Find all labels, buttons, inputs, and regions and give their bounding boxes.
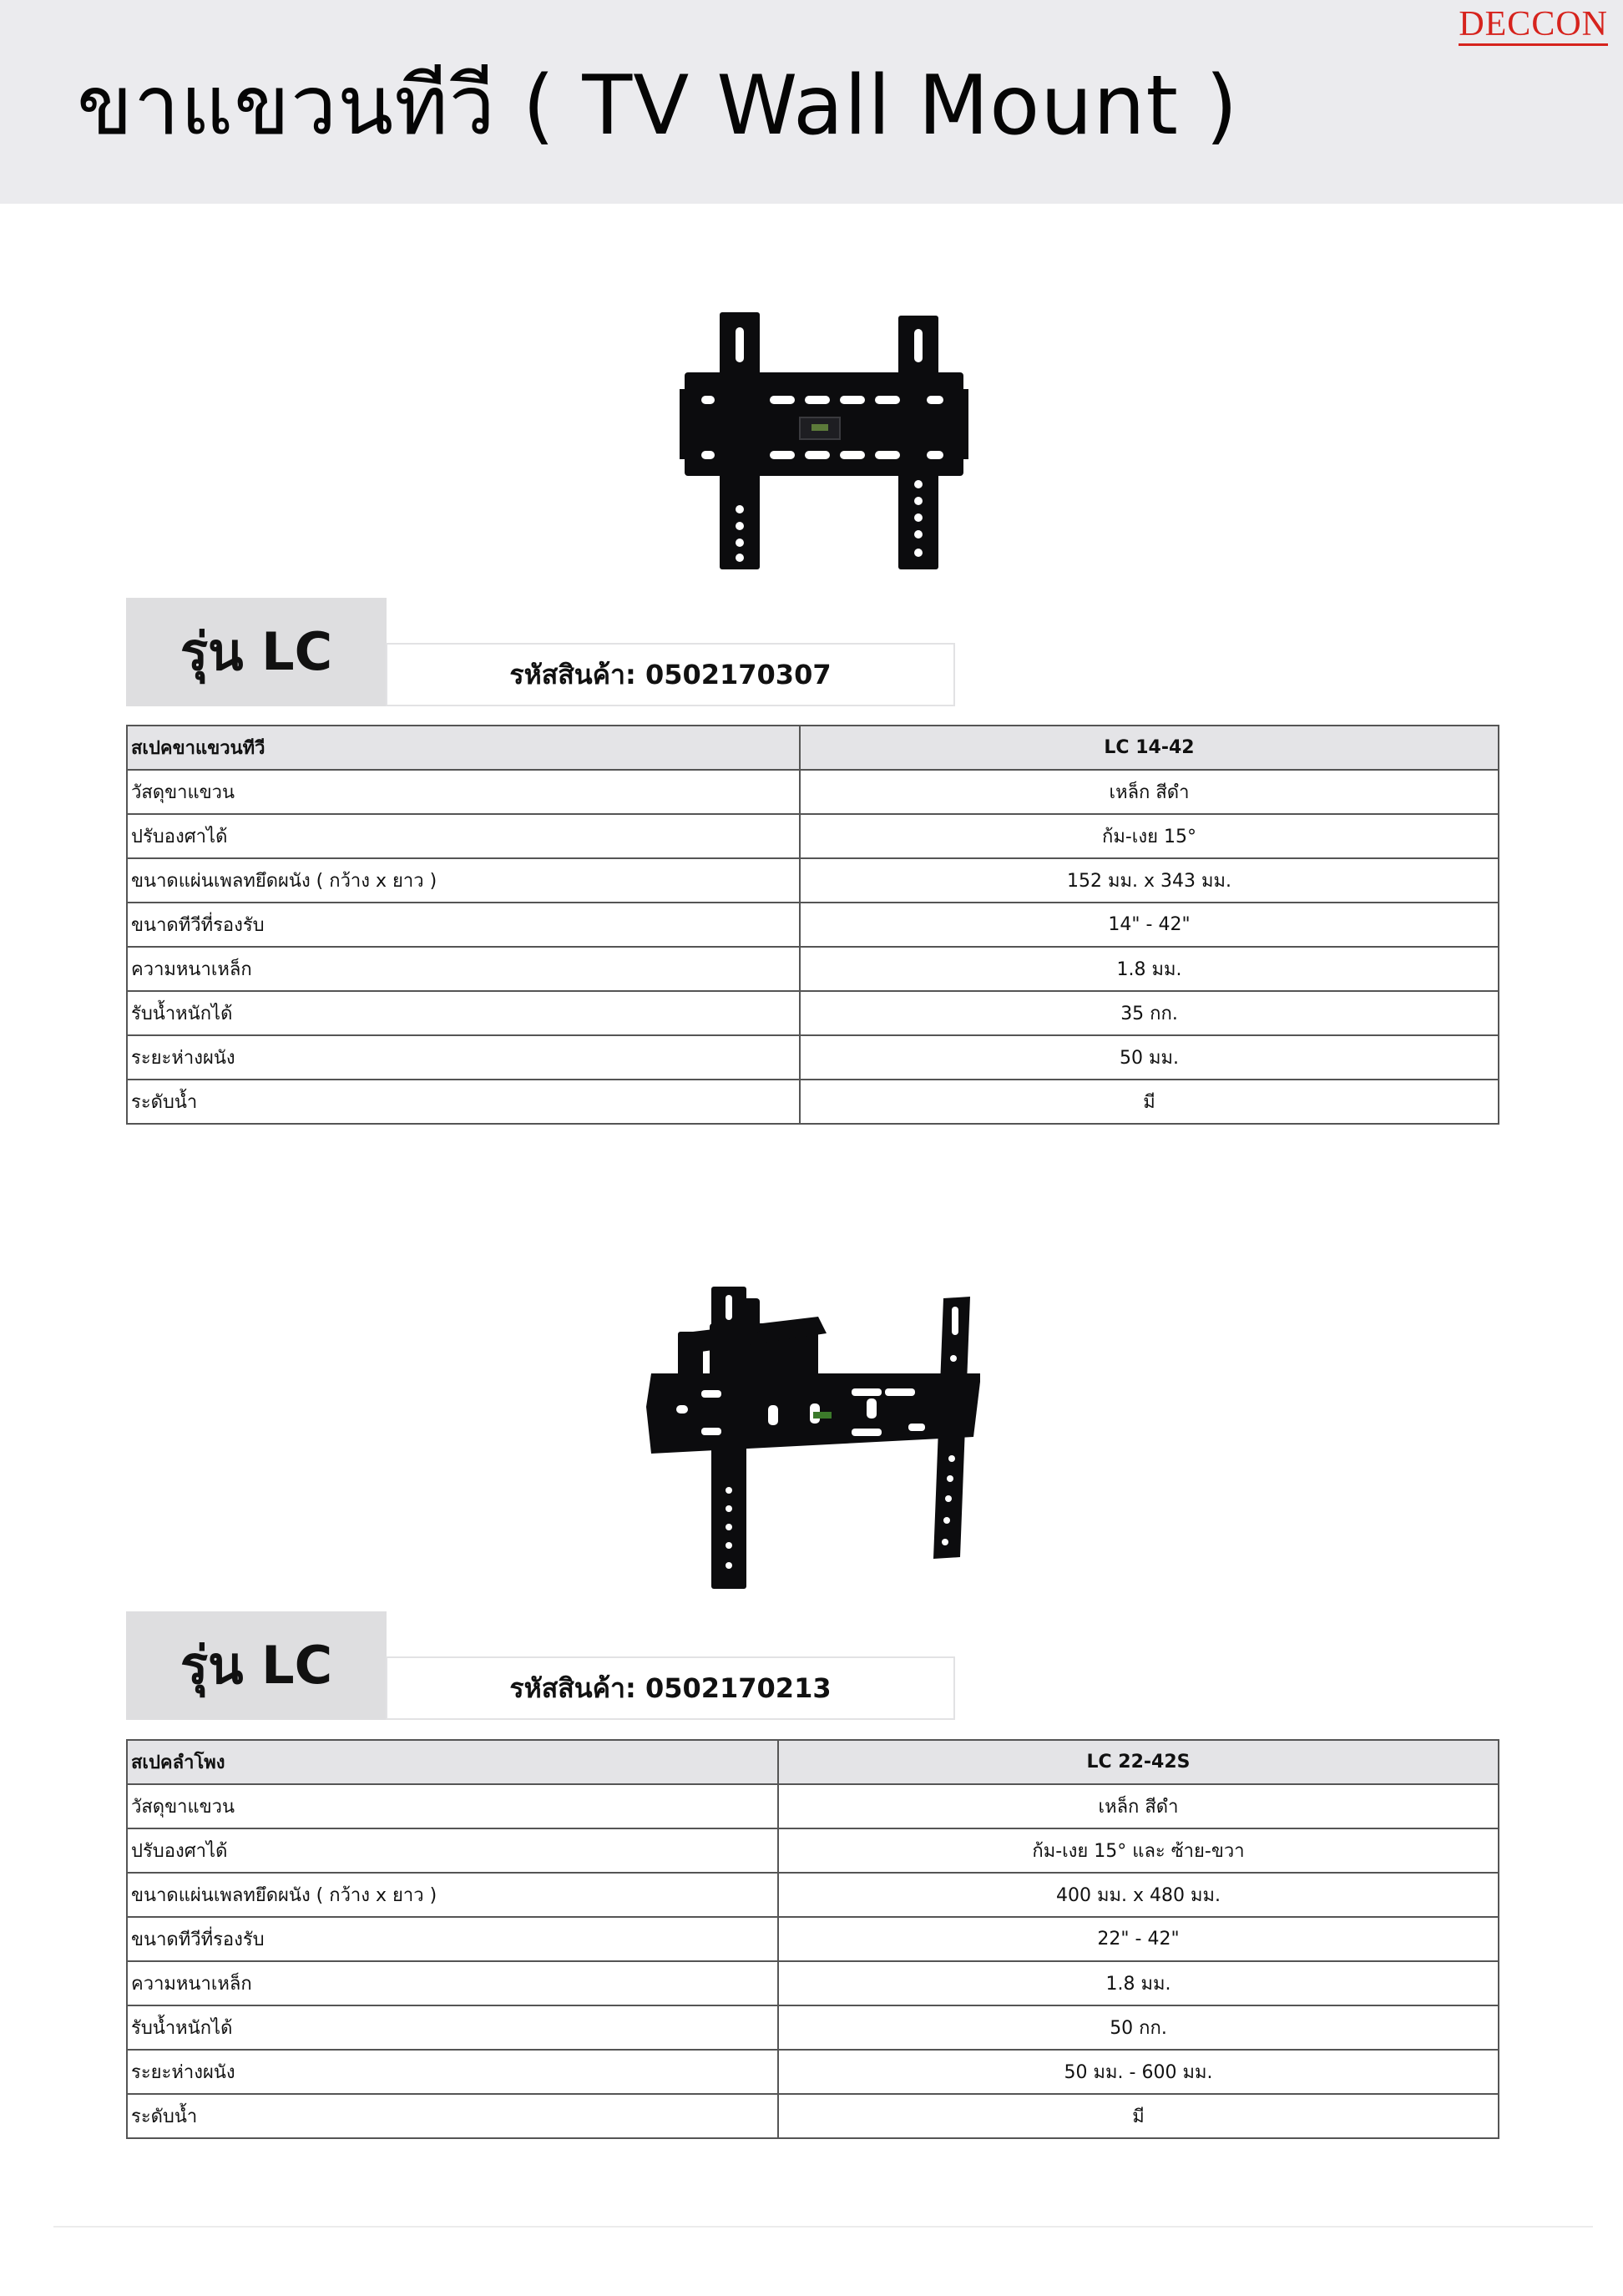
- table-row: [127, 814, 1499, 858]
- product-code-box: [386, 1656, 955, 1720]
- table-row: [127, 1784, 1499, 1828]
- product-code-label: รหัสสินค้า:: [509, 1671, 636, 1704]
- spec-table: [126, 725, 1499, 1125]
- page-title: ขาแขวนทีวี ( TV Wall Mount ): [77, 58, 1239, 154]
- spec-value: 22" - 42": [778, 1917, 1499, 1961]
- spec-label: รับน้ำหนักได้: [127, 2005, 778, 2050]
- spec-label: ขนาดทีวีที่รองรับ: [127, 903, 800, 947]
- spec-header-label: สเปคขาแขวนทีวี: [127, 726, 800, 770]
- table-row: [127, 2005, 1499, 2050]
- spec-label: ขนาดทีวีที่รองรับ: [127, 1917, 778, 1961]
- spec-label: ระยะห่างผนัง: [127, 1035, 800, 1080]
- brand-logo-underline: [1459, 43, 1608, 46]
- spec-value: 14" - 42": [800, 903, 1499, 947]
- spec-label: ปรับองศาได้: [127, 814, 800, 858]
- spec-label: วัสดุขาแขวน: [127, 770, 800, 814]
- model-label-box: [126, 598, 387, 706]
- table-row: [127, 1828, 1499, 1873]
- table-row: [127, 1035, 1499, 1080]
- spec-label: ปรับองศาได้: [127, 1828, 778, 1873]
- model-label: รุ่น LC: [179, 1635, 333, 1696]
- table-row: [127, 1961, 1499, 2005]
- spec-label: ระยะห่างผนัง: [127, 2050, 778, 2094]
- spec-label: รับน้ำหนักได้: [127, 991, 800, 1035]
- table-row: [127, 947, 1499, 991]
- footer-divider: [53, 2226, 1593, 2228]
- spec-label: ขนาดแผ่นเพลทยึดผนัง ( กว้าง x ยาว ): [127, 1873, 778, 1917]
- product-code-box: [386, 643, 955, 706]
- spec-value: ก้ม-เงย 15° และ ซ้าย-ขวา: [778, 1828, 1499, 1873]
- spec-header-row: [127, 1740, 1499, 1784]
- spec-value: 50 กก.: [778, 2005, 1499, 2050]
- spec-value: 1.8 มม.: [800, 947, 1499, 991]
- spec-value: มี: [800, 1080, 1499, 1124]
- brand-logo: [1459, 7, 1608, 42]
- spec-value: มี: [778, 2094, 1499, 2138]
- spec-table: [126, 1739, 1499, 2139]
- spec-label: วัสดุขาแขวน: [127, 1784, 778, 1828]
- product-code-value: 0502170213: [645, 1672, 832, 1704]
- spec-value: เหล็ก สีดำ: [800, 770, 1499, 814]
- spec-value: 50 มม. - 600 มม.: [778, 2050, 1499, 2094]
- spec-value: 152 มม. x 343 มม.: [800, 858, 1499, 903]
- spec-label: ระดับน้ำ: [127, 1080, 800, 1124]
- table-row: [127, 858, 1499, 903]
- tilt-tv-wall-mount-image: [676, 309, 970, 576]
- spec-value: 50 มม.: [800, 1035, 1499, 1080]
- table-row: [127, 991, 1499, 1035]
- table-row: [127, 1080, 1499, 1124]
- product-code-label: รหัสสินค้า:: [509, 658, 636, 690]
- spec-value: เหล็ก สีดำ: [778, 1784, 1499, 1828]
- spec-value: 35 กก.: [800, 991, 1499, 1035]
- brand-logo-text: DECCON: [1459, 5, 1608, 43]
- table-row: [127, 770, 1499, 814]
- spec-header-model: LC 14-42: [800, 726, 1499, 770]
- product-code-value: 0502170307: [645, 659, 832, 690]
- model-label-box: [126, 1611, 387, 1720]
- spec-header-model: LC 22-42S: [778, 1740, 1499, 1784]
- spec-label: ความหนาเหล็ก: [127, 947, 800, 991]
- table-row: [127, 1873, 1499, 1917]
- spec-label: ความหนาเหล็ก: [127, 1961, 778, 2005]
- spec-header-row: [127, 726, 1499, 770]
- spec-value: ก้ม-เงย 15°: [800, 814, 1499, 858]
- spec-label: ขนาดแผ่นเพลทยึดผนัง ( กว้าง x ยาว ): [127, 858, 800, 903]
- model-label: รุ่น LC: [179, 621, 333, 682]
- table-row: [127, 1917, 1499, 1961]
- swing-arm-tv-wall-mount-image: [643, 1282, 985, 1591]
- table-row: [127, 2050, 1499, 2094]
- spec-header-label: สเปคลำโพง: [127, 1740, 778, 1784]
- table-row: [127, 903, 1499, 947]
- spec-value: 1.8 มม.: [778, 1961, 1499, 2005]
- table-row: [127, 2094, 1499, 2138]
- spec-value: 400 มม. x 480 มม.: [778, 1873, 1499, 1917]
- spec-label: ระดับน้ำ: [127, 2094, 778, 2138]
